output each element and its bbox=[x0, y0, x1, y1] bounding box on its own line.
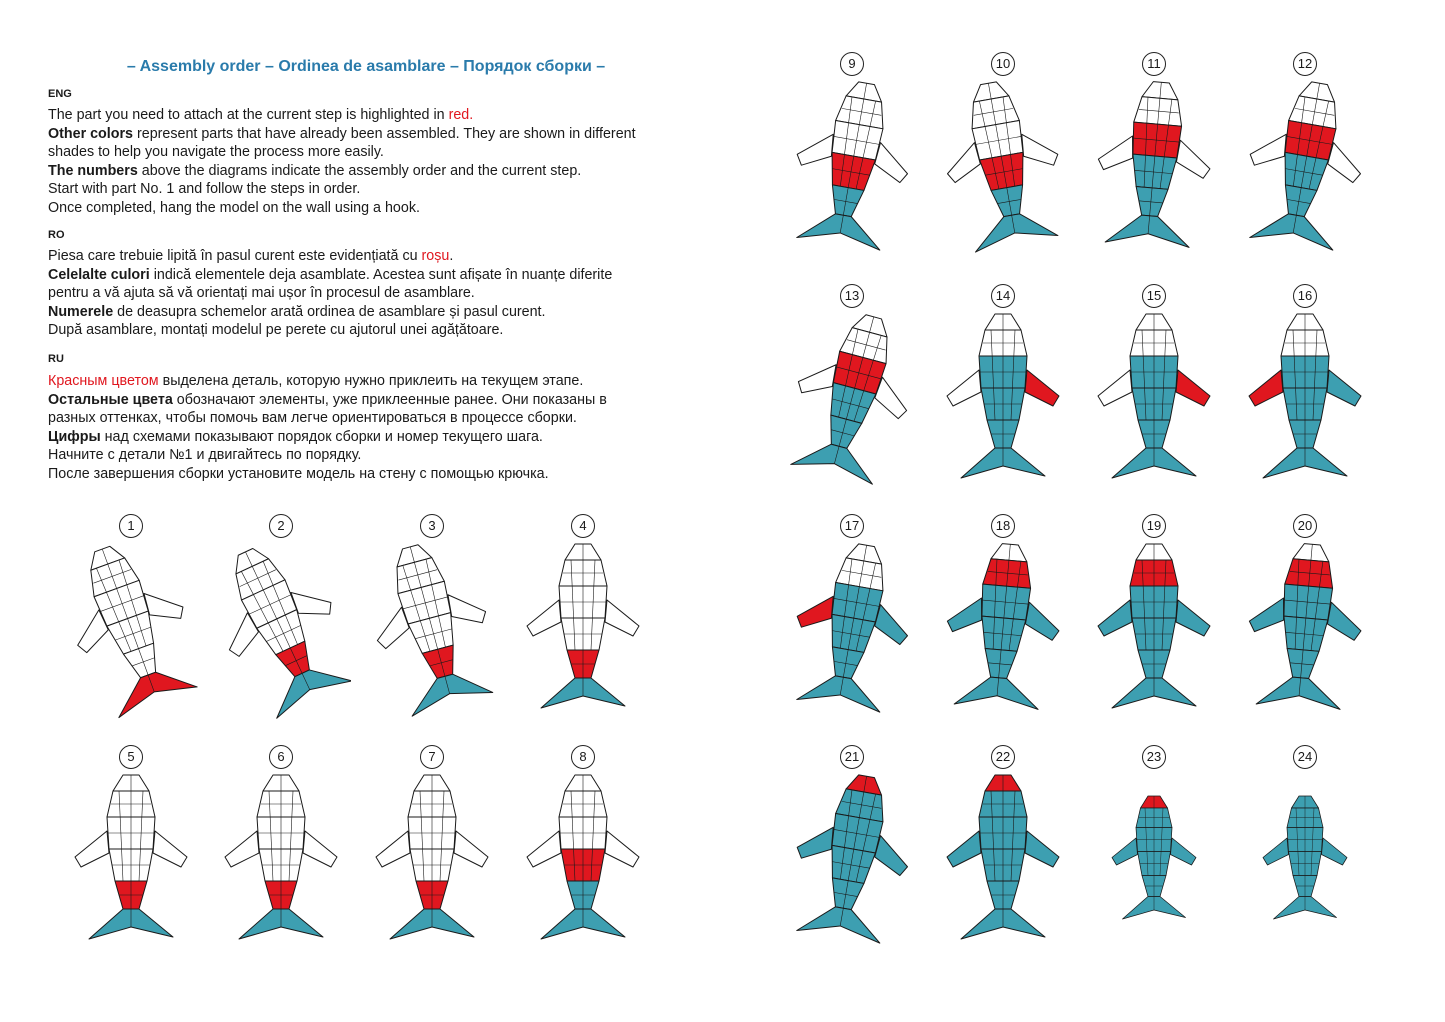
left-fin bbox=[947, 370, 981, 406]
koi-fish-diagram bbox=[1235, 76, 1375, 262]
assembly-step bbox=[1084, 284, 1224, 494]
right-fin bbox=[1025, 370, 1059, 406]
assembly-step bbox=[61, 745, 201, 955]
section-label-ro: RO bbox=[48, 229, 65, 241]
assembly-step bbox=[933, 284, 1073, 494]
step-number: 24 bbox=[1293, 745, 1317, 769]
step-number: 10 bbox=[991, 52, 1015, 76]
koi-fish-diagram bbox=[782, 538, 922, 724]
assembly-step bbox=[211, 745, 351, 955]
assembly-step bbox=[1084, 514, 1224, 724]
left-fin bbox=[1249, 370, 1283, 406]
left-fin bbox=[376, 831, 410, 867]
section-label-eng: ENG bbox=[48, 88, 72, 100]
assembly-step bbox=[362, 745, 502, 955]
left-fin bbox=[795, 591, 835, 632]
koi-fish-diagram bbox=[61, 769, 201, 955]
left-fin bbox=[795, 822, 835, 863]
step-number: 22 bbox=[991, 745, 1015, 769]
step-number: 20 bbox=[1293, 514, 1317, 538]
assembly-step bbox=[1084, 745, 1224, 955]
step-number: 16 bbox=[1293, 284, 1317, 308]
assembly-step bbox=[933, 514, 1073, 724]
right-fin bbox=[605, 600, 639, 636]
right-fin bbox=[1171, 838, 1197, 865]
right-fin bbox=[1024, 602, 1061, 641]
right-fin bbox=[1322, 838, 1348, 865]
koi-fish-diagram bbox=[362, 538, 502, 724]
left-fin bbox=[527, 831, 561, 867]
step-number: 15 bbox=[1142, 284, 1166, 308]
left-fin bbox=[1249, 595, 1286, 634]
koi-fish-diagram bbox=[1235, 538, 1375, 724]
step-number: 2 bbox=[269, 514, 293, 538]
step-number: 8 bbox=[571, 745, 595, 769]
koi-fish-diagram bbox=[782, 308, 922, 494]
instructions-eng: The part you need to attach at the current step is highlighted in red. Other colors represent parts that have already been assembled. They are shown in different shades to help you navigate the process more easily. The numbers above the diagrams indicate the assembly order and the current step. Start with part No. 1 and follow the steps in order. Once completed, hang the model on the wall using a hook. bbox=[48, 107, 636, 216]
right-fin bbox=[605, 831, 639, 867]
assembly-step bbox=[782, 52, 922, 262]
koi-fish-diagram bbox=[933, 538, 1073, 724]
left-fin bbox=[1098, 370, 1132, 406]
left-fin bbox=[1112, 838, 1138, 865]
koi-fish-diagram bbox=[211, 769, 351, 955]
step-number: 4 bbox=[571, 514, 595, 538]
assembly-step bbox=[61, 514, 201, 724]
step-number: 3 bbox=[420, 514, 444, 538]
koi-fish-diagram bbox=[1235, 769, 1375, 955]
assembly-step bbox=[1235, 52, 1375, 262]
koi-fish-diagram bbox=[782, 76, 922, 262]
right-fin bbox=[446, 586, 488, 630]
right-fin bbox=[454, 831, 488, 867]
left-fin bbox=[947, 595, 984, 634]
assembly-step bbox=[933, 745, 1073, 955]
right-fin bbox=[303, 831, 337, 867]
right-fin bbox=[1025, 831, 1059, 867]
koi-fish-diagram bbox=[1235, 308, 1375, 494]
koi-fish-diagram bbox=[1084, 76, 1224, 262]
assembly-step bbox=[1235, 514, 1375, 724]
left-fin bbox=[1248, 129, 1288, 170]
koi-fish-diagram bbox=[1084, 769, 1224, 955]
right-fin bbox=[1327, 370, 1361, 406]
step-number: 23 bbox=[1142, 745, 1166, 769]
right-fin bbox=[1175, 140, 1212, 179]
left-fin bbox=[1263, 838, 1289, 865]
step-number: 5 bbox=[119, 745, 143, 769]
right-fin bbox=[1176, 600, 1210, 636]
right-fin bbox=[1020, 129, 1060, 170]
step-number: 9 bbox=[840, 52, 864, 76]
assembly-step bbox=[782, 745, 922, 955]
step-number: 21 bbox=[840, 745, 864, 769]
step-number: 6 bbox=[269, 745, 293, 769]
koi-fish-diagram bbox=[782, 769, 922, 955]
left-fin bbox=[796, 356, 838, 400]
step-number: 12 bbox=[1293, 52, 1317, 76]
koi-fish-diagram bbox=[362, 769, 502, 955]
koi-fish-diagram bbox=[61, 538, 201, 724]
assembly-step bbox=[782, 284, 922, 494]
right-fin bbox=[1326, 602, 1363, 641]
instructions-ro: Piesa care trebuie lipită în pasul curent este evidențiată cu roșu. Celelalte culori indică elementele deja asamblate. Acestea sunt afișate în nuanțe diferite pentru a vă ajuta să vă orientați mai ușor în procesul de asamblare. Numerele de deasupra schemelor arată ordinea de asamblare și pasul curent. După asamblare, montați modelul pe perete cu ajutorul unei agățătoare. bbox=[48, 248, 613, 338]
assembly-step bbox=[933, 52, 1073, 262]
left-fin bbox=[527, 600, 561, 636]
koi-fish-diagram bbox=[1084, 308, 1224, 494]
koi-fish-diagram bbox=[933, 769, 1073, 955]
left-fin bbox=[1098, 133, 1135, 172]
left-fin bbox=[795, 129, 835, 170]
step-number: 7 bbox=[420, 745, 444, 769]
assembly-step bbox=[211, 514, 351, 724]
koi-fish-diagram bbox=[513, 538, 653, 724]
left-fin bbox=[75, 831, 109, 867]
step-number: 14 bbox=[991, 284, 1015, 308]
assembly-step bbox=[1235, 284, 1375, 494]
step-number: 19 bbox=[1142, 514, 1166, 538]
instructions-ru: Красным цветом выделена деталь, которую нужно приклеить на текущем этапе. Остальные цвета обозначают элементы, уже приклеенные ранее. Они показаны в разных оттенках, чтобы помочь вам легче ориентироваться в процессе сборки. Цифры над схемами показывают порядок сборки и номер текущего шага. Начните с детали №1 и двигайтесь по порядку. После завершения сборки установите модель на стену с помощью крючка. bbox=[48, 373, 607, 482]
assembly-step bbox=[362, 514, 502, 724]
koi-fish-diagram bbox=[1084, 538, 1224, 724]
step-number: 17 bbox=[840, 514, 864, 538]
assembly-step bbox=[513, 745, 653, 955]
assembly-step bbox=[513, 514, 653, 724]
step-number: 18 bbox=[991, 514, 1015, 538]
koi-fish-diagram bbox=[513, 769, 653, 955]
koi-fish-diagram bbox=[211, 538, 351, 724]
assembly-step bbox=[1084, 52, 1224, 262]
assembly-step bbox=[782, 514, 922, 724]
right-fin bbox=[1176, 370, 1210, 406]
page-title: – Assembly order – Ordinea de asamblare – Порядок сборки – bbox=[126, 58, 606, 75]
right-fin bbox=[153, 831, 187, 867]
left-fin bbox=[947, 831, 981, 867]
step-number: 13 bbox=[840, 284, 864, 308]
koi-fish-diagram bbox=[933, 308, 1073, 494]
section-label-ru: RU bbox=[48, 353, 64, 365]
left-fin bbox=[1098, 600, 1132, 636]
step-number: 1 bbox=[119, 514, 143, 538]
left-fin bbox=[225, 831, 259, 867]
step-number: 11 bbox=[1142, 52, 1166, 76]
assembly-step bbox=[1235, 745, 1375, 955]
koi-fish-diagram bbox=[933, 76, 1073, 262]
